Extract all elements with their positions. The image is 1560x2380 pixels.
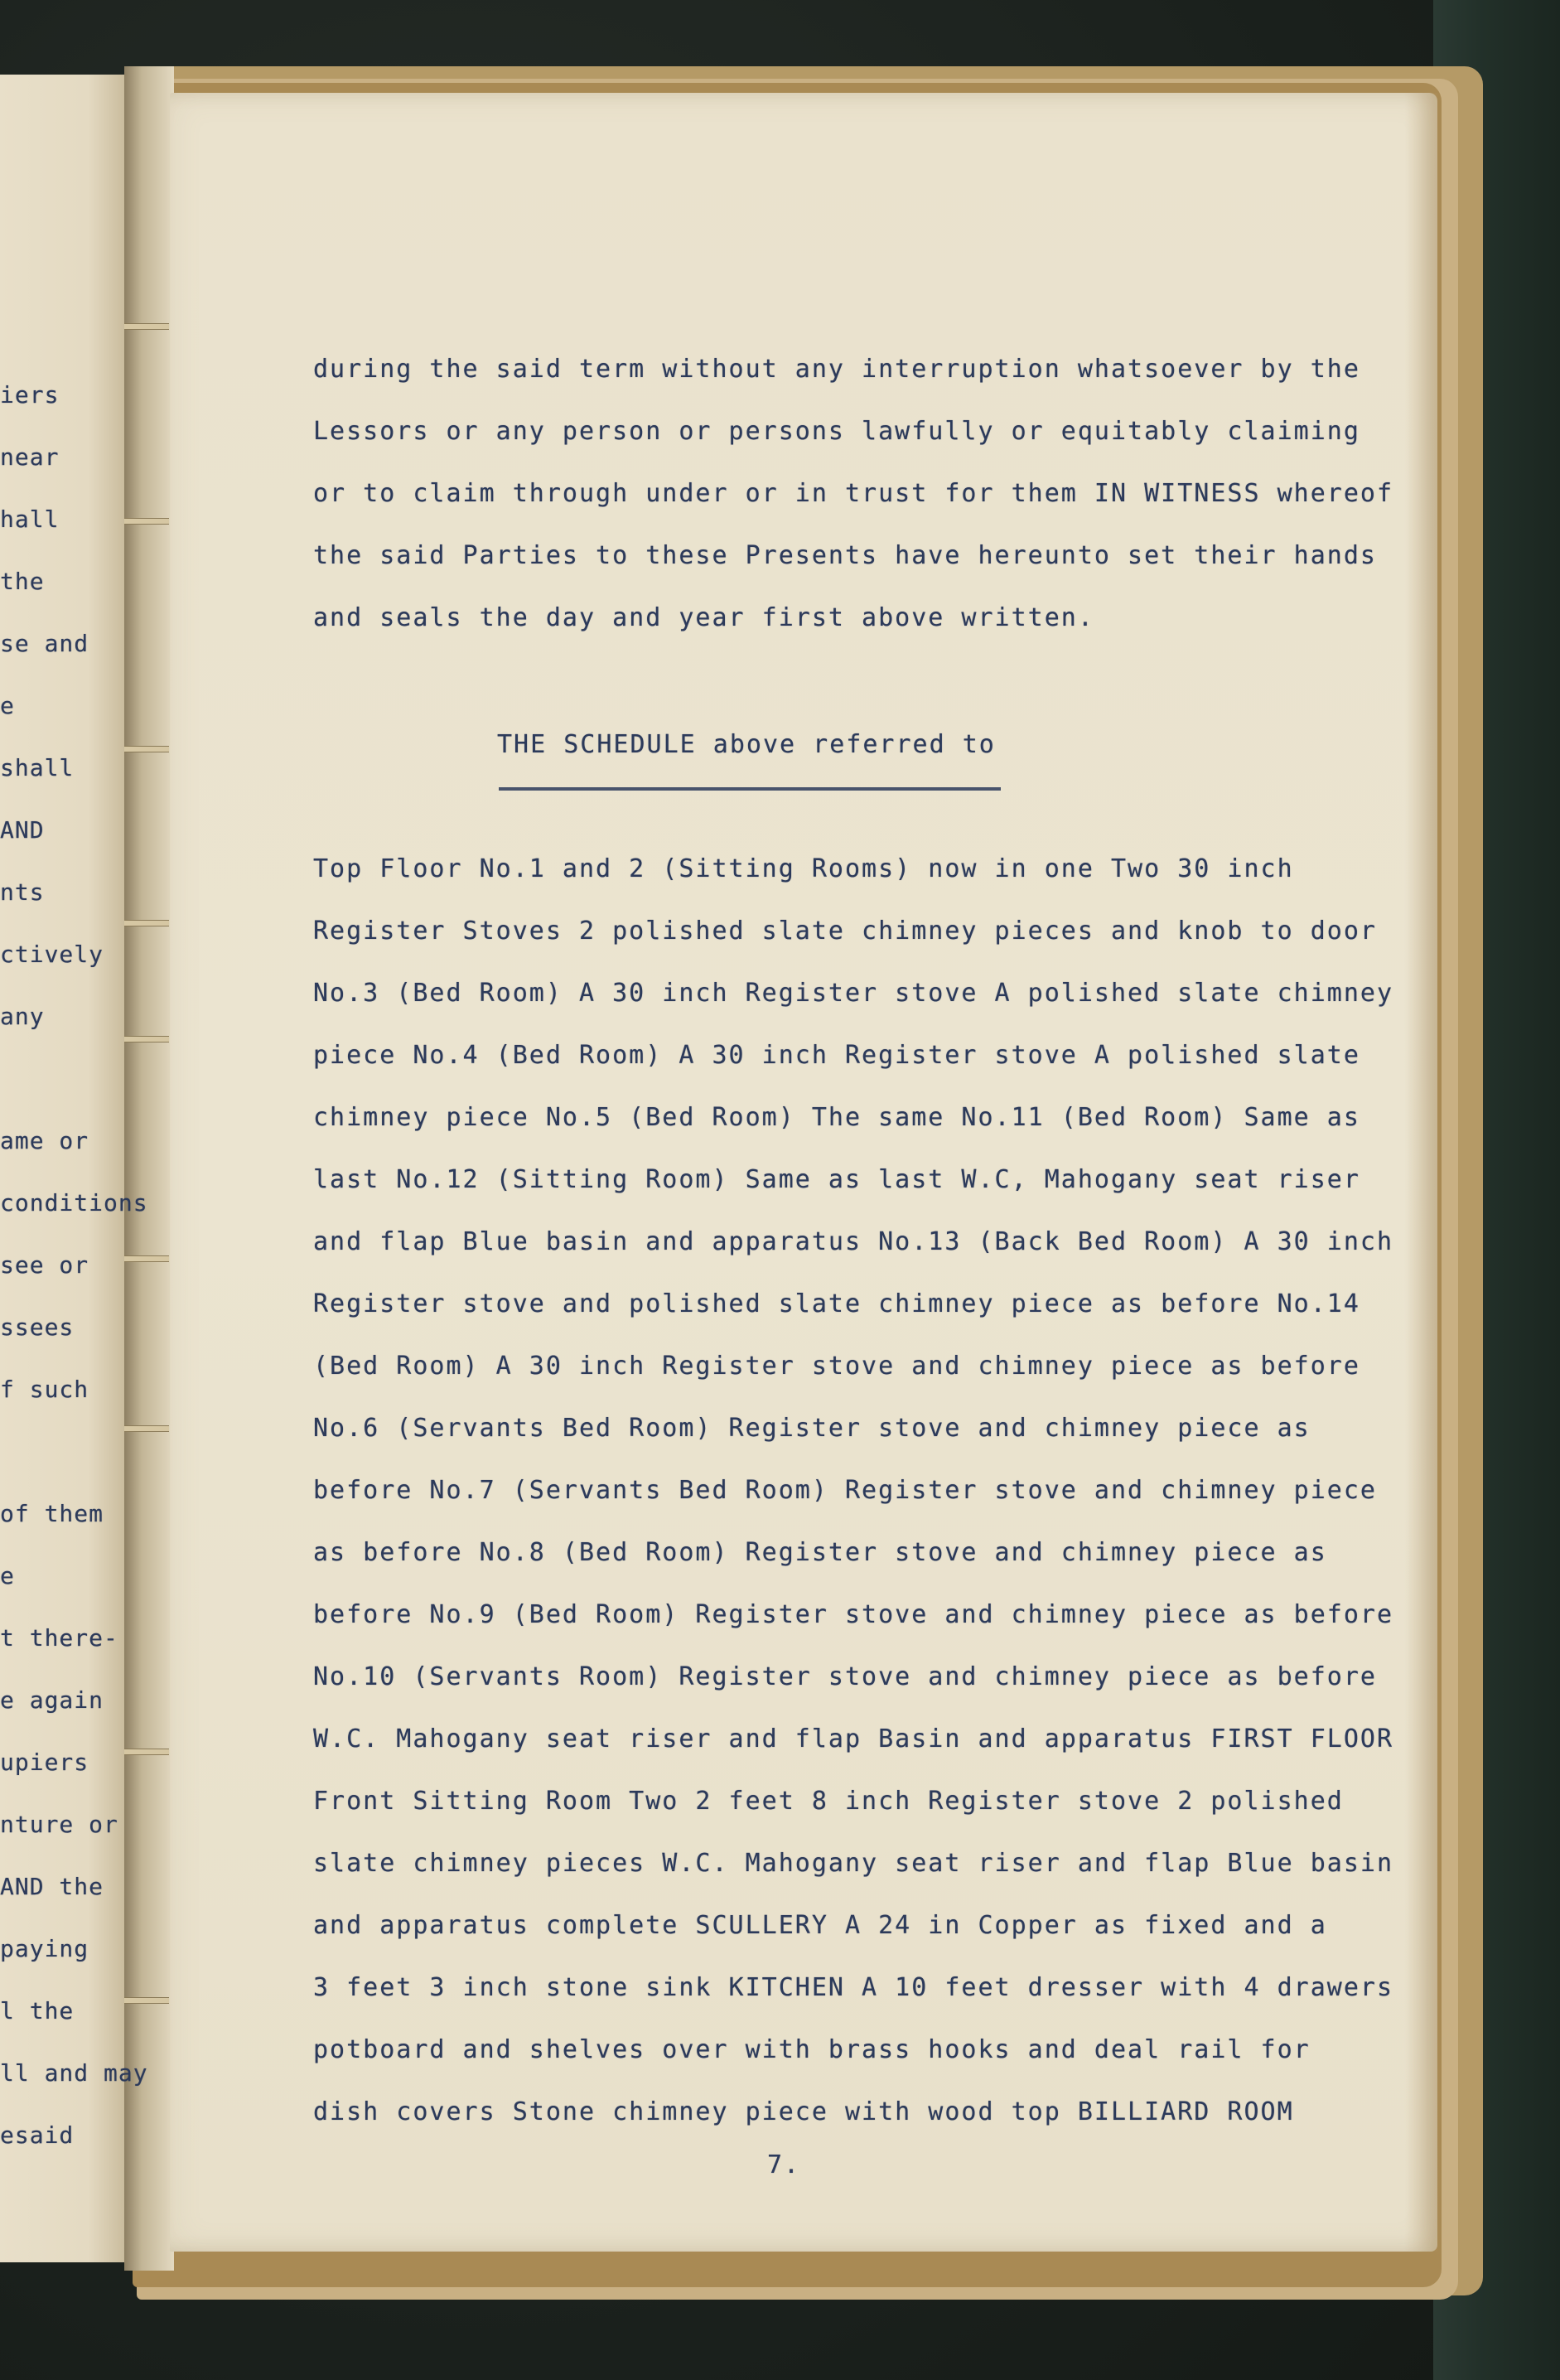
schedule-line: Register stove and polished slate chimney piece as before No.14 — [313, 1289, 1360, 1318]
binding-stitch — [124, 323, 169, 330]
left-fragment: nture or — [0, 1811, 118, 1838]
text-line: the said Parties to these Presents have hereunto set their hands — [313, 541, 1377, 570]
binding-stitch — [124, 1425, 169, 1432]
page-number: 7. — [767, 2150, 801, 2179]
schedule-line: as before No.8 (Bed Room) Register stove and chimney piece as — [313, 1538, 1327, 1567]
schedule-line: Register Stoves 2 polished slate chimney pieces and knob to door — [313, 917, 1377, 946]
schedule-line: (Bed Room) A 30 inch Register stove and chimney piece as before — [313, 1352, 1360, 1381]
left-fragment: AND — [0, 816, 45, 844]
text-line: and seals the day and year first above written. — [313, 603, 1094, 632]
left-fragment: of them — [0, 1500, 104, 1527]
schedule-line: piece No.4 (Bed Room) A 30 inch Register stove A polished slate — [313, 1041, 1360, 1070]
binding-stitch — [124, 1036, 169, 1042]
left-fragment: conditions — [0, 1189, 148, 1217]
left-fragment: see or — [0, 1251, 89, 1279]
left-fragment: ll and may — [0, 2059, 148, 2087]
schedule-line: and flap Blue basin and apparatus No.13 (Back Bed Room) A 30 inch — [313, 1227, 1393, 1256]
schedule-line: Front Sitting Room Two 2 feet 8 inch Register stove 2 polished — [313, 1787, 1344, 1816]
schedule-line: dish covers Stone chimney piece with wood top BILLIARD ROOM — [313, 2097, 1294, 2126]
left-fragment: shall — [0, 754, 75, 781]
schedule-line: Top Floor No.1 and 2 (Sitting Rooms) now in one Two 30 inch — [313, 854, 1294, 883]
schedule-line: and apparatus complete SCULLERY A 24 in Copper as fixed and a — [313, 1911, 1327, 1940]
left-page-text — [0, 0, 148, 2380]
schedule-line: last No.12 (Sitting Room) Same as last W.C, Mahogany seat riser — [313, 1165, 1360, 1194]
binding-stitch — [124, 746, 169, 752]
book-gutter — [124, 66, 174, 2271]
schedule-heading-underline — [499, 787, 1001, 791]
left-fragment: AND the — [0, 1873, 104, 1900]
schedule-line: before No.7 (Servants Bed Room) Register stove and chimney piece — [313, 1476, 1377, 1505]
left-fragment: upiers — [0, 1749, 89, 1776]
schedule-line: No.6 (Servants Bed Room) Register stove and chimney piece as — [313, 1414, 1311, 1443]
left-fragment: e again — [0, 1686, 104, 1714]
left-fragment: near — [0, 443, 60, 471]
left-fragment: hall — [0, 506, 60, 533]
binding-stitch — [124, 518, 169, 525]
schedule-heading: THE SCHEDULE above referred to — [497, 730, 996, 759]
schedule-line: slate chimney pieces W.C. Mahogany seat riser and flap Blue basin — [313, 1849, 1393, 1878]
text-line: or to claim through under or in trust for them IN WITNESS whereof — [313, 479, 1393, 508]
schedule-line: before No.9 (Bed Room) Register stove and chimney piece as before — [313, 1600, 1393, 1629]
schedule-line: No.3 (Bed Room) A 30 inch Register stove A polished slate chimney — [313, 979, 1393, 1008]
binding-stitch — [124, 920, 169, 926]
schedule-line: 3 feet 3 inch stone sink KITCHEN A 10 feet dresser with 4 drawers — [313, 1973, 1393, 2002]
text-line: during the said term without any interruption whatsoever by the — [313, 355, 1360, 384]
left-fragment: iers — [0, 381, 60, 409]
left-fragment: the — [0, 568, 45, 595]
left-fragment: t there- — [0, 1624, 118, 1652]
left-fragment: any — [0, 1003, 45, 1030]
left-fragment: paying — [0, 1935, 89, 1962]
left-fragment: nts — [0, 878, 45, 906]
binding-stitch — [124, 1255, 169, 1262]
text-line: Lessors or any person or persons lawfully or equitably claiming — [313, 417, 1360, 446]
page-edge-stain — [1404, 93, 1437, 2252]
left-fragment: e — [0, 1562, 15, 1589]
schedule-line: potboard and shelves over with brass hooks and deal rail for — [313, 2035, 1311, 2064]
schedule-line: No.10 (Servants Room) Register stove and chimney piece as before — [313, 1662, 1377, 1691]
left-fragment: ctively — [0, 941, 104, 968]
left-fragment: esaid — [0, 2121, 75, 2149]
left-fragment: f such — [0, 1376, 89, 1403]
left-fragment: l the — [0, 1997, 75, 2024]
binding-stitch — [124, 1997, 169, 2004]
left-fragment: e — [0, 692, 15, 719]
binding-stitch — [124, 1749, 169, 1755]
left-fragment: se and — [0, 630, 89, 657]
left-fragment: ame or — [0, 1127, 89, 1154]
schedule-line: W.C. Mahogany seat riser and flap Basin and apparatus FIRST FLOOR — [313, 1725, 1393, 1754]
schedule-line: chimney piece No.5 (Bed Room) The same No.11 (Bed Room) Same as — [313, 1103, 1360, 1132]
left-fragment: ssees — [0, 1313, 75, 1341]
